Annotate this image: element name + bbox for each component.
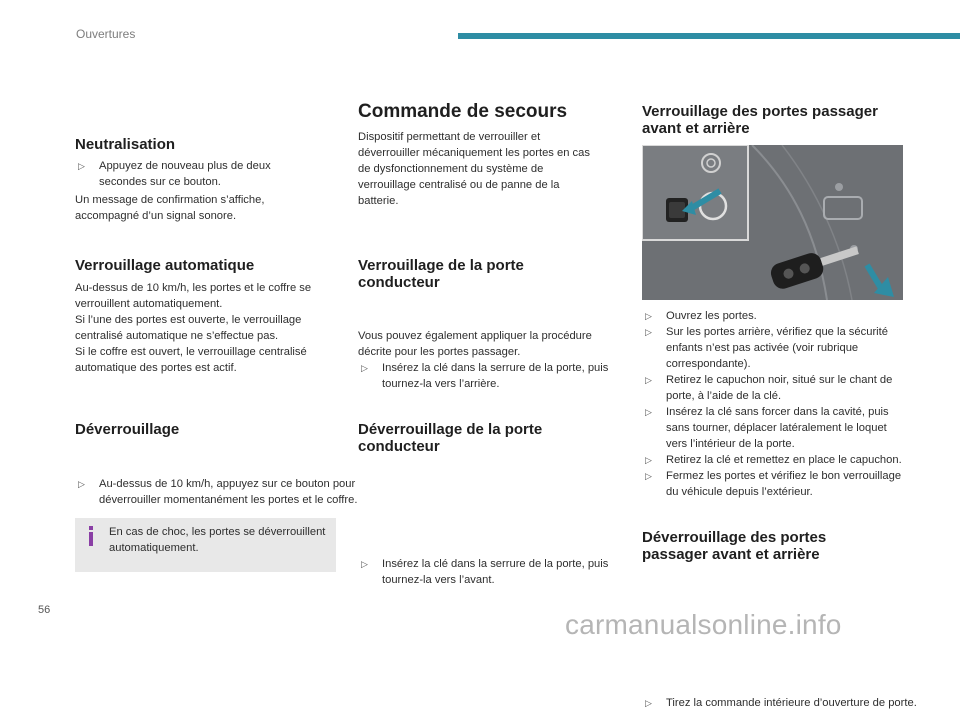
list-item: ▷ Sur les portes arrière, vérifiez que la sécurité enfants n’est pas activée (voir rubrique correspondante).	[645, 326, 888, 370]
list-item: ▷ Fermez les portes et vérifiez le bon verrouillage du véhicule depuis l’extérieur.	[645, 470, 902, 498]
passenger-unlock-bullet: ▷ Tirez la commande intérieure d’ouverture de porte.	[645, 697, 917, 709]
neutralisation-bullet: ▷ Appuyez de nouveau plus de deux secondes sur ce bouton.	[78, 160, 271, 188]
bullet-marker-icon: ▷	[78, 161, 85, 171]
bullet-marker-icon: ▷	[78, 479, 85, 489]
door-key-image	[642, 145, 903, 300]
neutralisation-title: Neutralisation	[75, 136, 176, 153]
auto-lock-text-3: Si le coffre est ouvert, le verrouillage centralisé automatique des portes est actif.	[75, 346, 307, 374]
driver-lock-bullet: ▷ Insérez la clé dans la serrure de la porte, puis tournez-la vers l’arrière.	[361, 362, 609, 390]
auto-lock-text-1: Au-dessus de 10 km/h, les portes et le coffre se verrouillent automatiquement.	[75, 282, 312, 310]
emergency-title: Commande de secours	[358, 101, 568, 122]
bullet-marker-icon: ▷	[645, 455, 652, 465]
bullet-marker-icon: ▷	[645, 311, 652, 321]
driver-lock-title: Verrouillage de la porte conducteur	[358, 257, 524, 291]
driver-unlock-title: Déverrouillage de la porte conducteur	[358, 421, 543, 455]
page-number: 56	[38, 604, 51, 616]
passenger-lock-title: Verrouillage des portes passager avant et arrière	[642, 103, 878, 137]
unlock-bullet: ▷ Au-dessus de 10 km/h, appuyez sur ce bouton pour déverrouiller momentanément les portes et le coffre.	[78, 478, 358, 506]
driver-unlock-bullet: ▷ Insérez la clé dans la serrure de la porte, puis tournez-la vers l’avant.	[361, 558, 609, 586]
info-text: En cas de choc, les portes se déverrouillent automatiquement.	[109, 526, 326, 554]
info-icon	[86, 526, 96, 546]
list-item: ▷ Ouvrez les portes.	[645, 310, 757, 322]
emergency-text: Dispositif permettant de verrouiller et déverrouiller mécaniquement les portes en cas de dysfonctionnement du système de verrouillage centralisé ou de panne de la batterie.	[358, 131, 590, 207]
auto-lock-title: Verrouillage automatique	[75, 257, 255, 274]
bullet-marker-icon: ▷	[645, 698, 652, 708]
driver-lock-text: Vous pouvez également appliquer la procédure décrite pour les portes passager.	[358, 330, 592, 358]
bullet-marker-icon: ▷	[361, 363, 368, 373]
unlock-title: Déverrouillage	[75, 421, 180, 438]
list-item: ▷ Insérez la clé sans forcer dans la cavité, puis sans tourner, déplacer latéralement le loquet vers l’intérieur de la porte.	[645, 406, 889, 450]
list-item: ▷ Retirez le capuchon noir, situé sur le chant de porte, à l’aide de la clé.	[645, 374, 893, 402]
bullet-marker-icon: ▷	[645, 327, 652, 337]
bullet-marker-icon: ▷	[645, 471, 652, 481]
bullet-marker-icon: ▷	[361, 559, 368, 569]
section-label: Ouvertures	[76, 27, 136, 41]
section-accent-bar	[458, 33, 960, 39]
list-item: ▷ Retirez la clé et remettez en place le capuchon.	[645, 454, 902, 466]
neutralisation-text: Un message de confirmation s’affiche, accompagné d’un signal sonore.	[75, 194, 265, 222]
bullet-marker-icon: ▷	[645, 407, 652, 417]
watermark: carmanualsonline.info	[565, 609, 842, 640]
passenger-lock-steps	[642, 308, 907, 500]
door-lock-illustration	[642, 145, 903, 300]
bullet-marker-icon: ▷	[645, 375, 652, 385]
auto-lock-text-2: Si l’une des portes est ouverte, le verrouillage centralisé automatique ne s’effectue pas.	[75, 314, 302, 342]
passenger-unlock-title: Déverrouillage des portes passager avant et arrière	[642, 529, 827, 563]
